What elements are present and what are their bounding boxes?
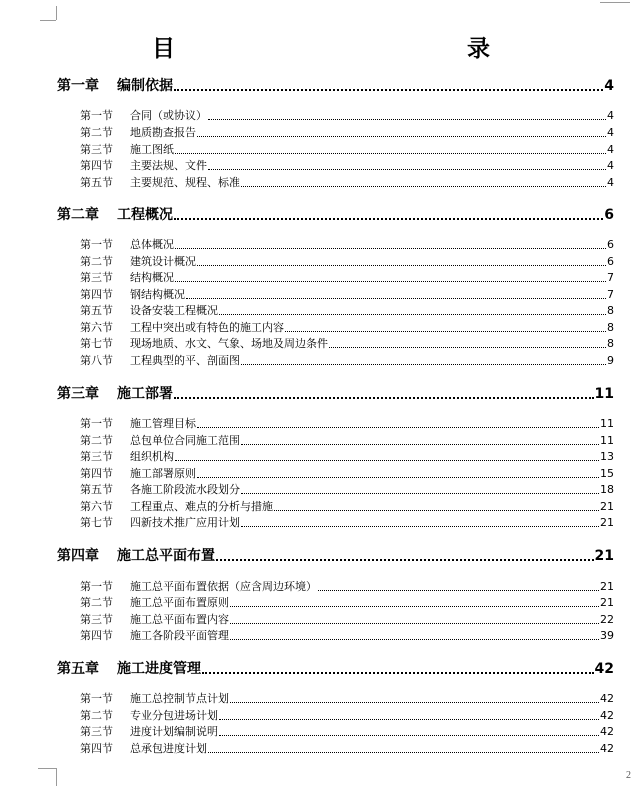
toc-section-3-1[interactable] xyxy=(80,417,614,431)
dot-leader xyxy=(230,702,599,703)
page-ref: 8 xyxy=(607,337,614,350)
page-ref: 8 xyxy=(607,304,614,317)
section-number: 第六节 xyxy=(80,500,113,513)
crop-mark-top-left-horizontal xyxy=(40,20,56,21)
chapter-title: 施工总平面布置 xyxy=(117,548,215,564)
page-ref: 22 xyxy=(600,613,614,626)
page-ref: 42 xyxy=(600,742,614,755)
section-title: 合同（或协议） xyxy=(130,109,207,122)
chapter-number: 第五章 xyxy=(57,661,99,677)
section-number: 第五节 xyxy=(80,304,113,317)
toc-section-2-2[interactable] xyxy=(80,255,614,269)
section-title: 施工管理目标 xyxy=(130,417,196,430)
section-title: 设备安装工程概况 xyxy=(130,304,218,317)
crop-mark-top-left-vertical xyxy=(56,6,57,20)
toc-section-1-4[interactable] xyxy=(80,159,614,173)
page-ref: 42 xyxy=(600,692,614,705)
page-ref: 6 xyxy=(607,255,614,268)
toc-section-4-2[interactable] xyxy=(80,596,614,610)
crop-mark-top-right-horizontal xyxy=(600,2,630,3)
dot-leader xyxy=(174,397,594,399)
dot-leader xyxy=(241,186,606,187)
section-title: 主要法规、文件 xyxy=(130,159,207,172)
section-number: 第二节 xyxy=(80,126,113,139)
section-number: 第三节 xyxy=(80,143,113,156)
dot-leader xyxy=(285,331,606,332)
chapter-title: 工程概况 xyxy=(117,207,173,223)
dot-leader xyxy=(329,347,606,348)
page-ref: 13 xyxy=(600,450,614,463)
dot-leader xyxy=(241,364,606,365)
page-ref: 11 xyxy=(594,386,614,402)
chapter-number: 第一章 xyxy=(57,78,99,94)
dot-leader xyxy=(197,427,599,428)
section-number: 第一节 xyxy=(80,580,113,593)
toc-section-2-8[interactable] xyxy=(80,354,614,368)
section-title: 施工总平面布置依据（应含周边环境） xyxy=(130,580,317,593)
section-title: 现场地质、水文、气象、场地及周边条件 xyxy=(130,337,328,350)
section-title: 建筑设计概况 xyxy=(130,255,196,268)
section-title: 施工部署原则 xyxy=(130,467,196,480)
dot-leader xyxy=(241,444,599,445)
toc-section-2-1[interactable] xyxy=(80,238,614,252)
section-number: 第四节 xyxy=(80,629,113,642)
dot-leader xyxy=(174,89,603,91)
toc-section-5-2[interactable] xyxy=(80,709,614,723)
chapter-number: 第四章 xyxy=(57,548,99,564)
page-ref: 15 xyxy=(600,467,614,480)
chapter-title: 施工进度管理 xyxy=(117,661,201,677)
toc-section-5-4[interactable] xyxy=(80,742,614,756)
toc-chapter-4[interactable] xyxy=(57,547,614,565)
section-number: 第一节 xyxy=(80,109,113,122)
section-number: 第三节 xyxy=(80,271,113,284)
dot-leader xyxy=(202,672,594,674)
section-number: 第四节 xyxy=(80,159,113,172)
page-ref: 4 xyxy=(607,126,614,139)
page-ref: 6 xyxy=(607,238,614,251)
dot-leader xyxy=(241,526,599,527)
dot-leader xyxy=(230,606,599,607)
section-title: 进度计划编制说明 xyxy=(130,725,218,738)
toc-section-2-4[interactable] xyxy=(80,288,614,302)
page-ref: 4 xyxy=(607,109,614,122)
section-title: 四新技术推广应用计划 xyxy=(130,516,240,529)
page-ref: 42 xyxy=(594,661,614,677)
section-number: 第一节 xyxy=(80,417,113,430)
page-ref: 7 xyxy=(607,288,614,301)
toc-section-2-7[interactable] xyxy=(80,337,614,351)
section-title: 施工图纸 xyxy=(130,143,174,156)
section-title: 工程典型的平、剖面图 xyxy=(130,354,240,367)
toc-section-3-5[interactable] xyxy=(80,483,614,497)
crop-mark-bottom-left-horizontal xyxy=(38,768,56,769)
dot-leader xyxy=(219,719,599,720)
section-title: 施工总控制节点计划 xyxy=(130,692,229,705)
page-ref: 42 xyxy=(600,725,614,738)
page-ref: 8 xyxy=(607,321,614,334)
toc-section-3-7[interactable] xyxy=(80,516,614,530)
section-number: 第五节 xyxy=(80,483,113,496)
dot-leader xyxy=(241,493,599,494)
section-number: 第一节 xyxy=(80,238,113,251)
page-ref: 21 xyxy=(600,580,614,593)
section-number: 第七节 xyxy=(80,337,113,350)
dot-leader xyxy=(318,590,599,591)
page-ref: 11 xyxy=(600,434,614,447)
toc-section-1-5[interactable] xyxy=(80,176,614,190)
dot-leader xyxy=(197,136,606,137)
section-title: 地质勘查报告 xyxy=(130,126,196,139)
section-number: 第二节 xyxy=(80,709,113,722)
dot-leader xyxy=(175,281,606,282)
toc-chapter-3[interactable] xyxy=(57,385,614,403)
toc-section-4-3[interactable] xyxy=(80,613,614,627)
toc-section-1-3[interactable] xyxy=(80,143,614,157)
toc-section-5-1[interactable] xyxy=(80,692,614,706)
chapter-title: 编制依据 xyxy=(117,78,173,94)
section-number: 第八节 xyxy=(80,354,113,367)
toc-section-2-5[interactable] xyxy=(80,304,614,318)
page-ref: 6 xyxy=(604,207,614,223)
page-ref: 18 xyxy=(600,483,614,496)
section-title: 总体概况 xyxy=(130,238,174,251)
section-title: 总承包进度计划 xyxy=(130,742,207,755)
section-number: 第二节 xyxy=(80,434,113,447)
page-ref: 21 xyxy=(600,500,614,513)
dot-leader xyxy=(274,510,599,511)
section-number: 第七节 xyxy=(80,516,113,529)
dot-leader xyxy=(186,298,606,299)
section-title: 施工总平面布置原则 xyxy=(130,596,229,609)
dot-leader xyxy=(175,153,606,154)
section-number: 第四节 xyxy=(80,288,113,301)
section-number: 第二节 xyxy=(80,255,113,268)
crop-mark-bottom-left-vertical xyxy=(56,768,57,786)
dot-leader xyxy=(175,248,606,249)
page-ref: 42 xyxy=(600,709,614,722)
page-ref: 4 xyxy=(607,143,614,156)
page-ref: 7 xyxy=(607,271,614,284)
dot-leader xyxy=(208,119,606,120)
toc-section-1-2[interactable] xyxy=(80,126,614,140)
section-title: 施工各阶段平面管理 xyxy=(130,629,229,642)
dot-leader xyxy=(197,477,599,478)
toc-section-5-3[interactable] xyxy=(80,725,614,739)
dot-leader xyxy=(219,735,599,736)
toc-section-3-4[interactable] xyxy=(80,467,614,481)
section-title: 总包单位合同施工范围 xyxy=(130,434,240,447)
page-ref: 11 xyxy=(600,417,614,430)
section-title: 钢结构概况 xyxy=(130,288,185,301)
section-number: 第三节 xyxy=(80,725,113,738)
dot-leader xyxy=(216,559,594,561)
page-ref: 4 xyxy=(607,159,614,172)
page-number: 2 xyxy=(626,770,631,781)
chapter-title: 施工部署 xyxy=(117,386,173,402)
toc-chapter-5[interactable] xyxy=(57,660,614,678)
toc-section-2-6[interactable] xyxy=(80,321,614,335)
dot-leader xyxy=(219,314,606,315)
section-number: 第三节 xyxy=(80,613,113,626)
toc-section-3-2[interactable] xyxy=(80,434,614,448)
section-number: 第一节 xyxy=(80,692,113,705)
section-number: 第五节 xyxy=(80,176,113,189)
toc-section-4-1[interactable] xyxy=(80,580,614,594)
page-ref: 21 xyxy=(600,596,614,609)
dot-leader xyxy=(230,623,599,624)
page-ref: 39 xyxy=(600,629,614,642)
dot-leader xyxy=(208,169,606,170)
section-title: 专业分包进场计划 xyxy=(130,709,218,722)
section-number: 第二节 xyxy=(80,596,113,609)
page-ref: 4 xyxy=(604,78,614,94)
toc-chapter-1[interactable] xyxy=(57,77,614,95)
section-number: 第四节 xyxy=(80,742,113,755)
page-ref: 21 xyxy=(594,548,614,564)
section-title: 施工总平面布置内容 xyxy=(130,613,229,626)
dot-leader xyxy=(175,460,599,461)
section-number: 第三节 xyxy=(80,450,113,463)
page-ref: 9 xyxy=(607,354,614,367)
page-ref: 4 xyxy=(607,176,614,189)
page-title: 目 录 xyxy=(152,36,572,62)
section-title: 各施工阶段流水段划分 xyxy=(130,483,240,496)
section-title: 结构概况 xyxy=(130,271,174,284)
section-title: 组织机构 xyxy=(130,450,174,463)
toc-section-1-1[interactable] xyxy=(80,109,614,123)
section-title: 工程中突出或有特色的施工内容 xyxy=(130,321,284,334)
page-ref: 21 xyxy=(600,516,614,529)
toc-section-4-4[interactable] xyxy=(80,629,614,643)
dot-leader xyxy=(197,265,606,266)
section-number: 第四节 xyxy=(80,467,113,480)
dot-leader xyxy=(230,639,599,640)
chapter-number: 第三章 xyxy=(57,386,99,402)
section-number: 第六节 xyxy=(80,321,113,334)
toc-section-2-3[interactable] xyxy=(80,271,614,285)
toc-section-3-6[interactable] xyxy=(80,500,614,514)
section-title: 工程重点、难点的分析与措施 xyxy=(130,500,273,513)
dot-leader xyxy=(174,218,603,220)
section-title: 主要规范、规程、标准 xyxy=(130,176,240,189)
dot-leader xyxy=(208,752,599,753)
toc-section-3-3[interactable] xyxy=(80,450,614,464)
toc-chapter-2[interactable] xyxy=(57,206,614,224)
chapter-number: 第二章 xyxy=(57,207,99,223)
